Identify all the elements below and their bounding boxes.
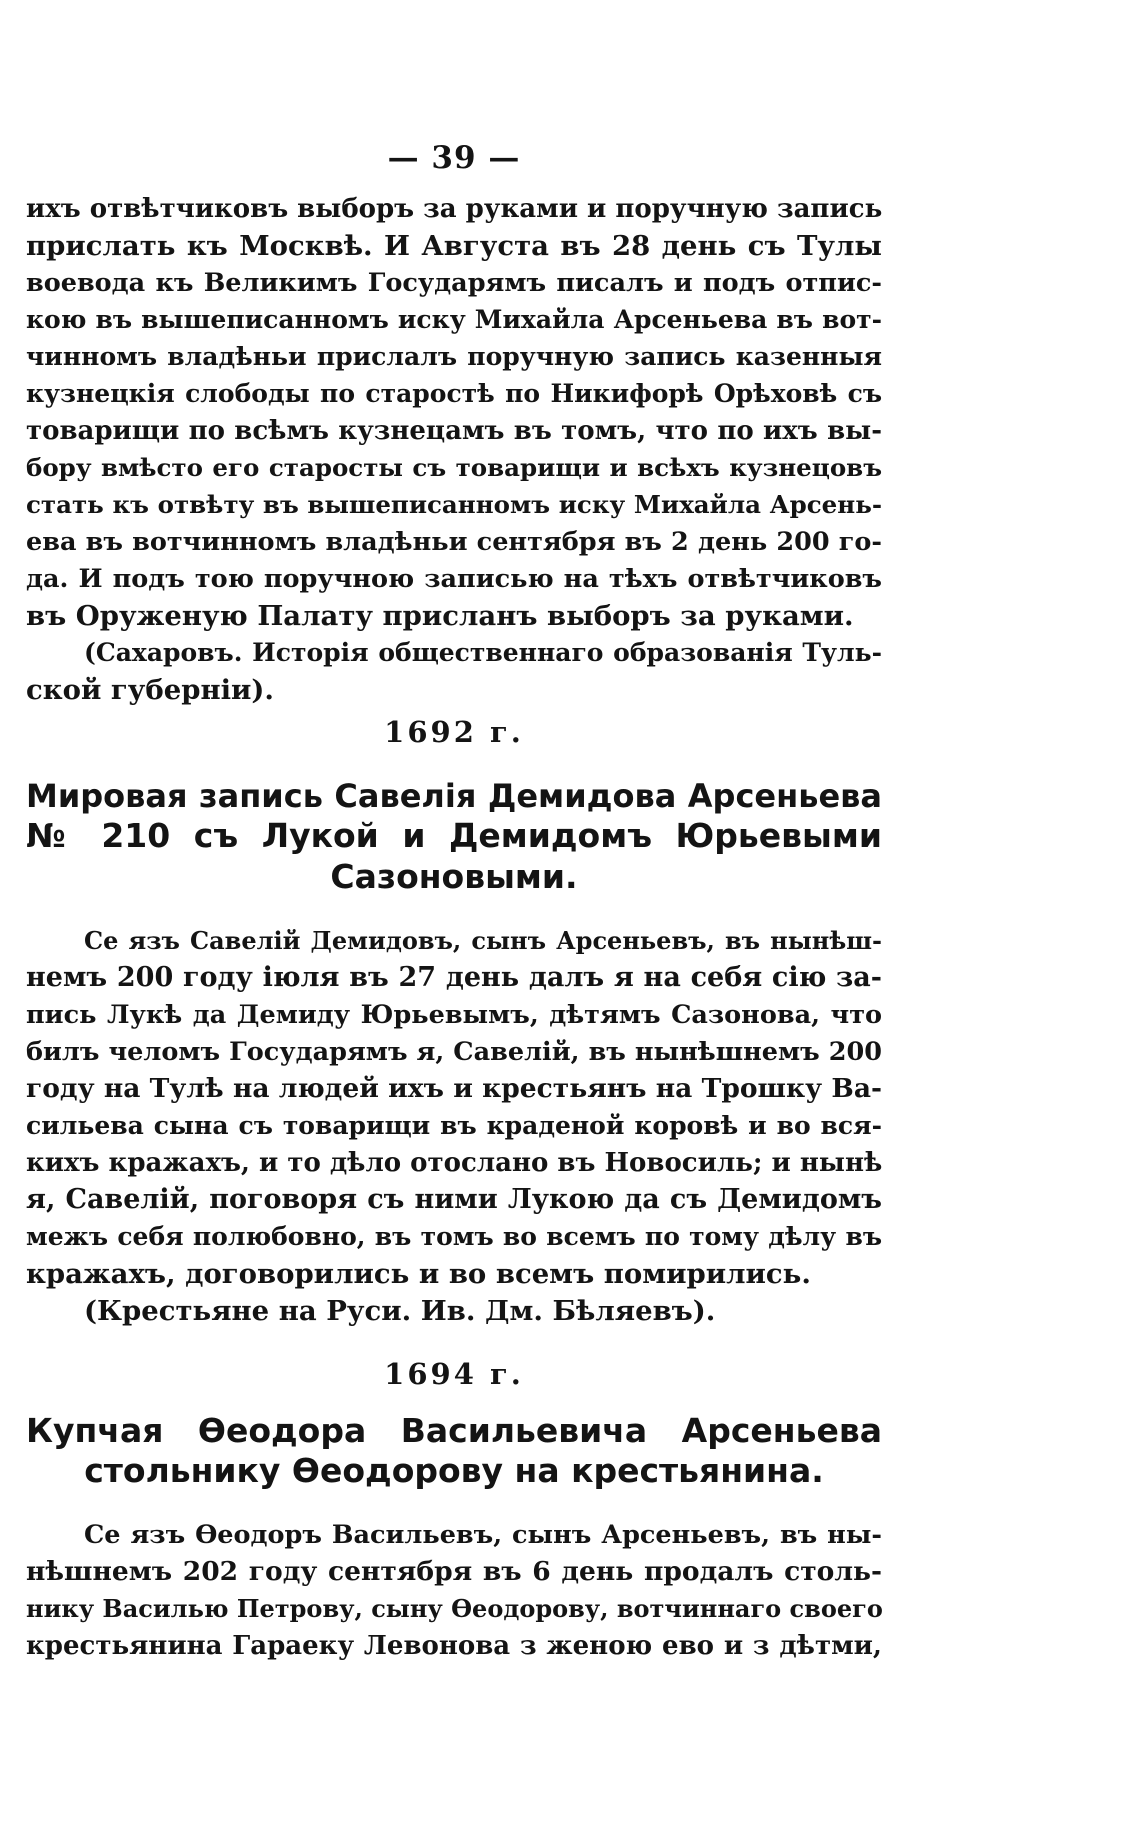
heading-line: № 210 съ Лукой и Демидомъ Юрьевыми — [26, 816, 882, 855]
page-number: — 39 — — [387, 140, 521, 176]
text-line: межъ себя полюбовно, въ томъ во всемъ по тому дѣлу въ — [26, 1222, 882, 1251]
heading-line: Мировая запись Савелія Демидова Арсеньева — [26, 777, 882, 815]
text-line: нику Василью Петрову, сыну Ѳеодорову, вотчиннаго своего — [26, 1594, 883, 1623]
text-line: немъ 200 году іюля въ 27 день далъ я на себя сію за- — [26, 962, 882, 993]
year-heading-1692: 1692 г. — [384, 715, 524, 749]
text-line: кихъ кражахъ, и то дѣло отослано въ Новосиль; и нынѣ — [26, 1148, 883, 1178]
text-line: да. И подъ тою поручною записью на тѣхъ отвѣтчиковъ — [26, 564, 882, 594]
text-line: ева въ вотчинномъ владѣньи сентября въ 2 день 200 го- — [26, 527, 882, 557]
text-line: въ Оруженую Палату присланъ выборъ за руками. — [26, 600, 854, 632]
text-line: я, Савелій, поговоря съ ними Лукою да съ Демидомъ — [26, 1184, 882, 1215]
text-line: товарищи по всѣмъ кузнецамъ въ томъ, что по ихъ вы- — [26, 416, 882, 446]
citation-line: ской губерніи). — [26, 674, 274, 706]
text-line: стать къ отвѣту въ вышеписанномъ иску Михайла Арсень- — [26, 490, 882, 519]
heading-line: стольнику Ѳеодорову на крестьянина. — [84, 1451, 824, 1490]
text-line: чинномъ владѣньи прислалъ поручную запись казенныя — [26, 342, 882, 371]
citation-line: (Сахаровъ. Исторія общественнаго образованія Туль- — [84, 638, 882, 667]
year-heading-1694: 1694 г. — [384, 1357, 524, 1391]
text-line: Се язъ Савелій Демидовъ, сынъ Арсеньевъ, въ нынѣш- — [84, 926, 882, 955]
source-citation-2: (Крестьяне на Руси. Ив. Дм. Бѣляевъ). — [84, 1295, 716, 1327]
text-line: Се язъ Ѳеодоръ Васильевъ, сынъ Арсеньевъ, въ ны- — [84, 1520, 882, 1550]
text-line: кузнецкія слободы по старостѣ по Никифорѣ Орѣховѣ съ — [26, 379, 882, 408]
heading-line: Купчая Ѳеодора Васильевича Арсеньева — [26, 1411, 882, 1450]
text-line: крестьянина Гараеку Левонова з женою ево и з дѣтми, — [26, 1631, 882, 1661]
text-line: ихъ отвѣтчиковъ выборъ за руками и поручную запись — [26, 194, 883, 224]
text-line: билъ челомъ Государямъ я, Савелій, въ нынѣшнемъ 200 — [26, 1037, 882, 1067]
text-line: нѣшнемъ 202 году сентября въ 6 день продалъ столь- — [26, 1556, 882, 1587]
text-line: сильева сына съ товарищи въ краденой коровѣ и во вся- — [26, 1111, 882, 1140]
text-line: прислать къ Москвѣ. И Августа въ 28 день съ Тулы — [26, 230, 882, 262]
heading-line: Сазоновыми. — [330, 857, 578, 896]
book-page — [26, 0, 882, 1838]
text-line: пись Лукѣ да Демиду Юрьевымъ, дѣтямъ Сазонова, что — [26, 1000, 882, 1030]
text-line: воевода къ Великимъ Государямъ писалъ и подъ отпис- — [26, 268, 882, 298]
text-line: бору вмѣсто его старосты съ товарищи и всѣхъ кузнецовъ — [26, 453, 882, 482]
text-line: году на Тулѣ на людей ихъ и крестьянъ на Трошку Ва- — [26, 1073, 882, 1104]
text-line: кражахъ, договорились и во всемъ помирились. — [26, 1258, 811, 1290]
text-line: кою въ вышеписанномъ иску Михайла Арсеньева въ вот- — [26, 305, 882, 334]
